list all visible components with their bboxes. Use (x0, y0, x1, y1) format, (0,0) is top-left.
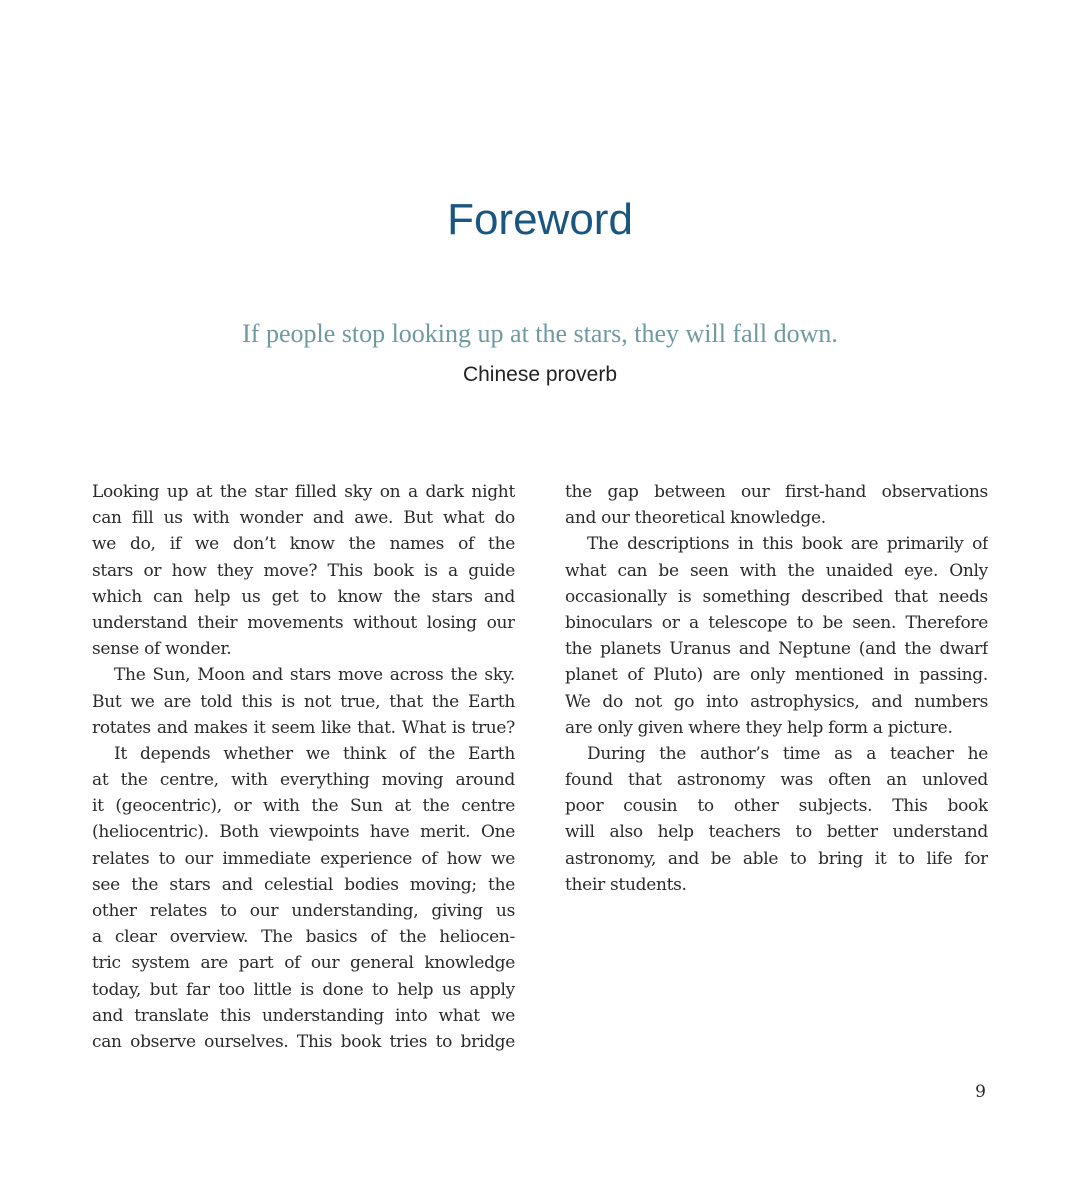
text-line: stars or how they move? This book is a guide (92, 560, 515, 581)
text-line: rotates and makes it seem like that. What is true? (92, 717, 515, 738)
page-number: 9 (975, 1082, 986, 1102)
text-line: planet of Pluto) are only mentioned in passing. (565, 665, 988, 686)
text-line: which can help us get to know the stars and (92, 586, 515, 607)
text-line: tric system are part of our general knowledge (92, 953, 515, 974)
text-line: found that astronomy was often an unloved (565, 770, 988, 791)
text-line: It depends whether we think of the Earth (114, 743, 515, 764)
text-line: and translate this understanding into what we (92, 1005, 515, 1026)
page-title: Foreword (447, 195, 633, 244)
text-line: what can be seen with the unaided eye. Only (565, 560, 988, 581)
text-line: astronomy, and be able to bring it to life for (565, 848, 988, 869)
text-line: their students. (565, 874, 687, 895)
text-line: will also help teachers to better understand (565, 822, 988, 843)
epigraph-attribution: Chinese proverb (462, 363, 618, 386)
text-line: other relates to our understanding, giving us (92, 901, 515, 921)
text-line: During the author’s time as a teacher he (587, 743, 988, 764)
text-line: The descriptions in this book are primarily of (587, 534, 988, 555)
text-line: (heliocentric). Both viewpoints have merit. One (92, 822, 515, 843)
text-line: We do not go into astrophysics, and numbers (565, 691, 988, 712)
body-column-left (92, 479, 515, 1055)
text-line: Looking up at the star filled sky on a dark night (92, 482, 515, 502)
text-line: can observe ourselves. This book tries to bridge (92, 1031, 515, 1052)
text-line: we do, if we don’t know the names of the (92, 534, 515, 555)
text-line: The Sun, Moon and stars move across the sky. (114, 665, 515, 686)
text-line: at the centre, with everything moving around (92, 770, 515, 791)
text-line: see the stars and celestial bodies moving; the (92, 874, 515, 895)
text-line: sense of wonder. (92, 639, 232, 660)
text-line: today, but far too little is done to help us apply (92, 979, 515, 1000)
text-line: a clear overview. The basics of the heliocen- (92, 927, 515, 948)
text-line: occasionally is something described that needs (565, 586, 988, 607)
text-line: relates to our immediate experience of how we (92, 848, 515, 869)
text-line: the gap between our first-hand observations (565, 482, 988, 502)
epigraph-quote: If people stop looking up at the stars, they will fall down. (242, 319, 838, 348)
text-line: understand their movements without losing our (92, 612, 515, 633)
text-line: binoculars or a telescope to be seen. Therefore (565, 612, 988, 633)
text-line: can fill us with wonder and awe. But what do (92, 508, 515, 529)
text-line: are only given where they help form a picture. (565, 717, 953, 738)
text-line: and our theoretical knowledge. (565, 508, 826, 529)
text-line: it (geocentric), or with the Sun at the centre (92, 796, 515, 817)
body-column-right (565, 479, 988, 898)
text-line: But we are told this is not true, that the Earth (92, 691, 515, 712)
text-line: poor cousin to other subjects. This book (565, 796, 988, 817)
text-line: the planets Uranus and Neptune (and the dwarf (565, 639, 988, 660)
